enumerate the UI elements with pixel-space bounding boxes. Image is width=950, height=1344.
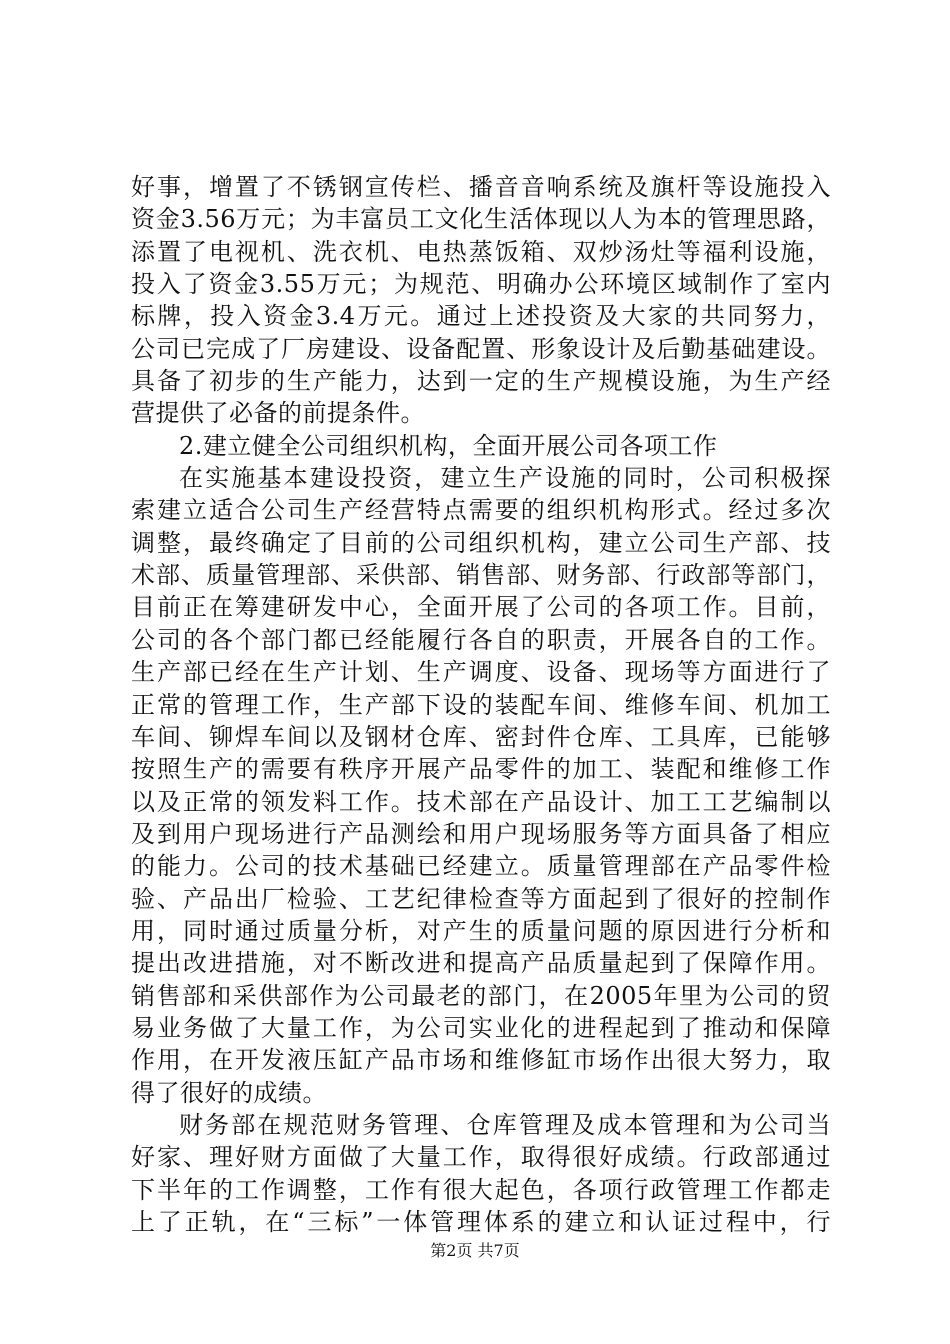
text-line: 目前正在筹建研发中心，全面开展了公司的各项工作。目前， bbox=[131, 593, 831, 622]
text-line: 添置了电视机、洗衣机、电热蒸饭箱、双炒汤灶等福利设施， bbox=[131, 237, 831, 266]
text-line: 易业务做了大量工作，为公司实业化的进程起到了推动和保障 bbox=[131, 1013, 831, 1042]
text-line: 资金3.56万元；为丰富员工文化生活体现以人为本的管理思路， bbox=[131, 205, 831, 234]
text-line: 的能力。公司的技术基础已经建立。质量管理部在产品零件检 bbox=[131, 852, 831, 881]
text-line: 得了很好的成绩。 bbox=[131, 1078, 327, 1107]
text-line: 按照生产的需要有秩序开展产品零件的加工、装配和维修工作 bbox=[131, 755, 831, 784]
text-line: 公司的各个部门都已经能履行各自的职责，开展各自的工作。 bbox=[131, 625, 831, 654]
text-line: 好家、理好财方面做了大量工作，取得很好成绩。行政部通过 bbox=[131, 1143, 831, 1172]
text-line: 车间、铆焊车间以及钢材仓库、密封件仓库、工具库，已能够 bbox=[131, 722, 831, 751]
text-line: 索建立适合公司生产经营特点需要的组织机构形式。经过多次 bbox=[131, 496, 831, 525]
text-line: 生产部已经在生产计划、生产调度、设备、现场等方面进行了 bbox=[131, 658, 831, 687]
page-footer: 第2页 共7页 bbox=[430, 1241, 520, 1260]
text-line: 标牌，投入资金3.4万元。通过上述投资及大家的共同努力， bbox=[131, 302, 831, 331]
text-line: 上了正轨，在“三标”一体管理体系的建立和认证过程中，行 bbox=[131, 1208, 831, 1236]
text-line: 具备了初步的生产能力，达到一定的生产规模设施，为生产经 bbox=[131, 367, 831, 396]
text-line: 术部、质量管理部、采供部、销售部、财务部、行政部等部门， bbox=[131, 561, 831, 590]
body-text bbox=[131, 171, 831, 1238]
text-line: 财务部在规范财务管理、仓库管理及成本管理和为公司当 bbox=[179, 1110, 831, 1139]
text-line: 作用，在开发液压缸产品市场和维修缸市场作出很大努力，取 bbox=[131, 1046, 831, 1075]
text-line: 下半年的工作调整，工作有很大起色，各项行政管理工作都走 bbox=[131, 1175, 831, 1204]
text-line: 及到用户现场进行产品测绘和用户现场服务等方面具备了相应 bbox=[131, 819, 831, 848]
text-line: 公司已完成了厂房建设、设备配置、形象设计及后勤基础建设。 bbox=[131, 334, 831, 363]
text-line: 投入了资金3.55万元；为规范、明确办公环境区域制作了室内 bbox=[131, 270, 831, 299]
text-line: 2.建立健全公司组织机构，全面开展公司各项工作 bbox=[179, 431, 718, 460]
text-line: 调整，最终确定了目前的公司组织机构，建立公司生产部、技 bbox=[131, 528, 831, 557]
text-line: 以及正常的领发料工作。技术部在产品设计、加工工艺编制以 bbox=[131, 787, 831, 816]
text-line: 用，同时通过质量分析，对产生的质量问题的原因进行分析和 bbox=[131, 916, 831, 945]
text-line: 正常的管理工作，生产部下设的装配车间、维修车间、机加工 bbox=[131, 690, 831, 719]
text-line: 提出改进措施，对不断改进和提高产品质量起到了保障作用。 bbox=[131, 949, 831, 978]
text-line: 验、产品出厂检验、工艺纪律检查等方面起到了很好的控制作 bbox=[131, 884, 831, 913]
text-line: 在实施基本建设投资，建立生产设施的同时，公司积极探 bbox=[179, 464, 831, 493]
text-line: 销售部和采供部作为公司最老的部门，在2005年里为公司的贸 bbox=[131, 981, 831, 1010]
text-line: 营提供了必备的前提条件。 bbox=[131, 399, 425, 428]
text-line: 好事，增置了不锈钢宣传栏、播音音响系统及旗杆等设施投入 bbox=[131, 173, 831, 201]
